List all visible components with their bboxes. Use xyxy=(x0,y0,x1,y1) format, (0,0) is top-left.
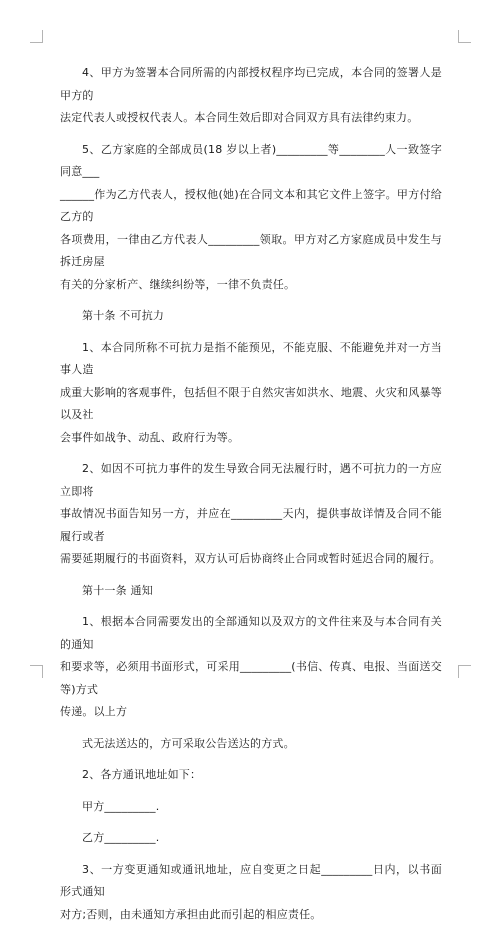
party-address-line: 乙方_________. xyxy=(60,827,442,850)
clause-paragraph-continuation: 需要延期履行的书面资料，双方认可后协商终止合同或暂时延迟合同的履行。 xyxy=(60,548,442,571)
crop-mark-top-right xyxy=(458,30,471,43)
clause-paragraph-continuation: ______作为乙方代表人，授权他(她)在合同文本和其它文件上签字。甲方付给乙方的 xyxy=(60,184,442,229)
clause-paragraph-continuation: 有关的分家析产、继续纠纷等，一律不负责任。 xyxy=(60,274,442,297)
clause-paragraph-continuation: 各项费用，一律由乙方代表人_________领取。甲方对乙方家庭成员中发生与拆迁房屋 xyxy=(60,229,442,274)
crop-mark-bottom-left xyxy=(30,665,43,678)
clause-paragraph: 2、各方通讯地址如下： xyxy=(60,764,442,787)
clause-paragraph-continuation: 和要求等，必须用书面形式，可采用_________(书信、传真、电报、当面送交等)方式 xyxy=(60,656,442,701)
clause-paragraph: 2、如因不可抗力事件的发生导致合同无法履行时，遇不可抗力的一方应立即将 xyxy=(60,458,442,503)
crop-mark-top-left xyxy=(30,30,43,43)
clause-paragraph-continuation: 成重大影响的客观事件，包括但不限于自然灾害如洪水、地震、火灾和风暴等以及社 xyxy=(60,382,442,427)
clause-paragraph-continuation: 法定代表人或授权代表人。本合同生效后即对合同双方具有法律约束力。 xyxy=(60,107,442,130)
party-address-line: 甲方_________. xyxy=(60,796,442,819)
clause-paragraph-continuation: 事故情况书面告知另一方，并应在_________天内，提供事故详情及合同不能履行或者 xyxy=(60,503,442,548)
clause-paragraph-continuation: 对方;否则，由未通知方承担由此而引起的相应责任。 xyxy=(60,904,442,926)
section-heading: 第十条 不可抗力 xyxy=(60,305,442,328)
clause-paragraph-continuation: 传递。以上方 xyxy=(60,701,442,724)
clause-paragraph: 4、甲方为签署本合同所需的内部授权程序均已完成，本合同的签署人是甲方的 xyxy=(60,62,442,107)
clause-paragraph: 1、根据本合同需要发出的全部通知以及双方的文件往来及与本合同有关的通知 xyxy=(60,611,442,656)
clause-paragraph-continuation: 会事件如战争、动乱、政府行为等。 xyxy=(60,427,442,450)
crop-mark-bottom-right xyxy=(458,665,471,678)
clause-paragraph: 5、乙方家庭的全部成员(18 岁以上者)_________等________人一致签字同意___ xyxy=(60,139,442,184)
clause-paragraph: 式无法送达的，方可采取公告送达的方式。 xyxy=(60,733,442,756)
document-page xyxy=(60,62,442,926)
section-heading: 第十一条 通知 xyxy=(60,580,442,603)
clause-paragraph: 3、一方变更通知或通讯地址，应自变更之日起_________日内，以书面形式通知 xyxy=(60,859,442,904)
clause-paragraph: 1、本合同所称不可抗力是指不能预见，不能克服、不能避免并对一方当事人造 xyxy=(60,337,442,382)
